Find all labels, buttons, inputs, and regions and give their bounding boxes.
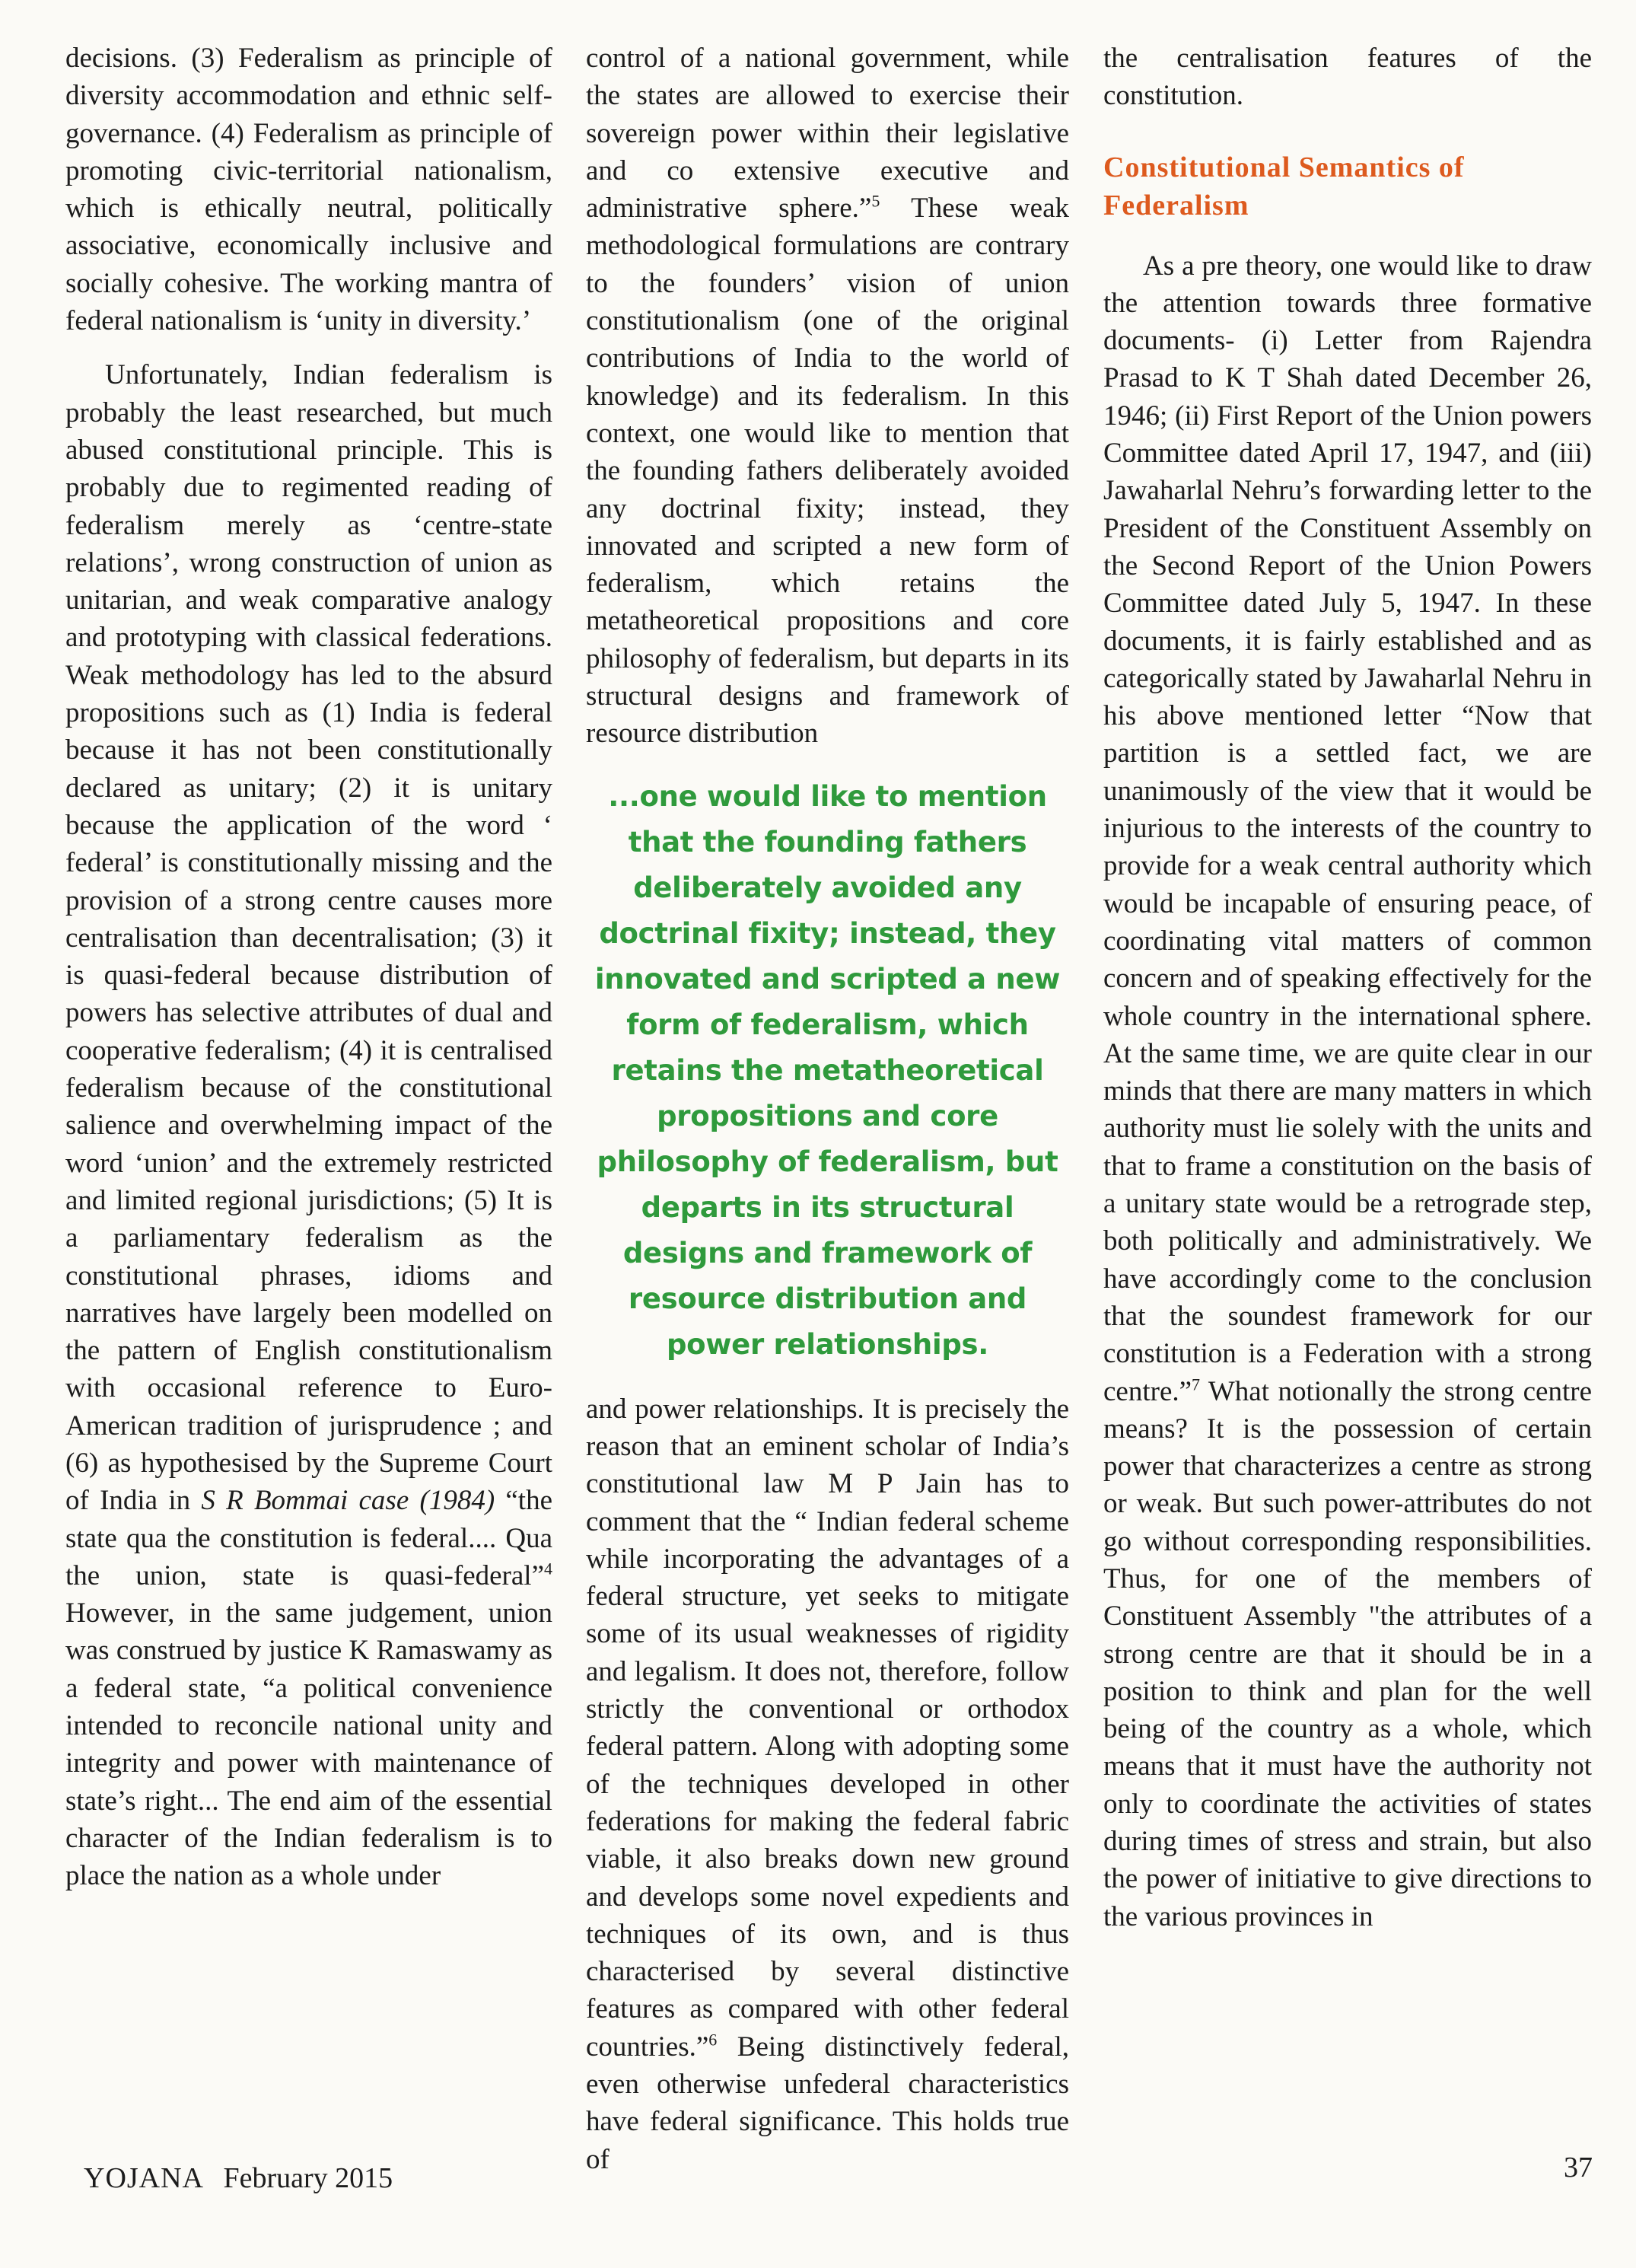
footnote-ref: 5 [871,191,880,211]
footer [84,2161,393,2195]
pull-quote: ...one would like to mention that the founding fathers deliberately avoided any doctrinal fixity; instead, they innovated and scripted a new form of federalism, which retains the metatheoretical propositions and core philosophy of federalism, but departs in its structural designs and framework of resource distribution and power relationships. [594,779,1061,1361]
paragraph: control of a national government, while the states are allowed to exercise their sovereign power within their legislative and co extensive executive and administrative sphere.”$^5$ These weak methodological formulations are contrary to the founders’ vision of union constitutionalism (one of the original contributions of India to the world of knowledge) and its federalism. In this context, one would like to mention that the founding fathers deliberately avoided any doctrinal fixity; instead, they innovated and scripted a new form of federalism, which retains the metatheoretical propositions and core philosophy of federalism, but departs in its structural designs and framework of resource distribution [586,43,1069,750]
case-name: S R Bommai case (1984) [201,1485,495,1517]
footnote-ref: 7 [1192,1374,1201,1394]
column-2 [586,40,1069,2178]
section-heading: Constitutional Semantics of Federalism [1103,151,1465,221]
paragraph: and power relationships. It is precisely the reason that an eminent scholar of India’s constitutional law M P Jain has to comment that the “ Indian federal scheme while incorporating the advantages of a federal structure, yet seeks to mitigate some of its usual weaknesses of rigidity and legalism. It does not, therefore, follow strictly the conventional or orthodox federal pattern. Along with adopting some of the techniques developed in other federations for making the federal fabric viable, it also breaks down new ground and develops some novel expedients and techniques of its own, and is thus characterised by several distinctive features as compared with other federal countries.”$^6$ Being distinctively federal, even otherwise unfederal characteristics have federal significance. This holds true of [586,1393,1069,2175]
footnote-ref: 4 [544,1559,552,1578]
paragraph: As a pre theory, one would like to draw the attention towards three formative documents- (i) Letter from Rajendra Prasad to K T Shah dated December 26, 1946; (ii) First Report of the Union powers Committee dated April 17, 1947, and (iii) Jawaharlal Nehru’s forwarding letter to the President of the Constituent Assembly on the Second Report of the Union Powers Committee dated July 5, 1947. In these documents, it is fairly established and as categorically stated by Jawaharlal Nehru in his above mentioned letter “Now that partition is a settled fact, we are unanimously of the view that it would be injurious to the interests of the country to provide for a weak central authority which would be incapable of ensuring peace, of coordinating vital matters of common concern and of speaking effectively for the whole country in the international sphere. At the same time, we are quite clear in our minds that there are many matters in which authority must lie solely with the units and that to frame a constitution on the basis of a unitary state would be a retrograde step, both politically and administratively. We have accordingly come to the conclusion that the soundest framework for our constitution is a Federation with a strong centre.”$^7$ What notionally the strong centre means? It is the possession of certain power that characterizes a centre as strong or weak. But such power-attributes do not go without corresponding responsibilities. Thus, for one of the members of Constituent Assembly "the attributes of a strong centre are that it should be in a position to think and plan for the well being of the country as a whole, which means that it must have the authority not only to coordinate the activities of states during times of stress and strain, but also the power of initiative to give directions to the various provinces in [1103,250,1592,1932]
column-1 [65,40,552,1895]
magazine-name: YOJANA [84,2162,204,2194]
page-number: 37 [1564,2152,1593,2184]
paragraph: decisions. (3) Federalism as principle of diversity accommodation and ethnic self-governance. (4) Federalism as principle of promoting civic-territorial nationalism, which is ethically neutral, politically associative, economically inclusive and socially cohesive. The working mantra of federal nationalism is ‘unity in diversity.’ [65,43,552,337]
footnote-ref: 6 [708,2030,718,2050]
column-3 [1103,40,1592,1935]
issue-date: February 2015 [223,2162,393,2194]
paragraph: Unfortunately, Indian federalism is probably the least researched, but much abused constitutional principle. This is probably due to regimented reading of federalism merely as ‘centre-state relations’, wrong construction of union as unitarian, and weak comparative analogy and prototyping with classical federations. Weak methodology has led to the absurd propositions such as (1) India is federal because it has not been constitutionally declared as unitary; (2) it is unitary because the application of the word ‘ federal’ is constitutionally missing and the provision of a strong centre causes more centralisation than decentralisation; (3) it is quasi-federal because distribution of powers has selective attributes of dual and cooperative federalism; (4) it is centralised federalism because of the constitutional salience and overwhelming impact of the word ‘union’ and the extremely restricted and limited regional jurisdictions; (5) It is a parliamentary federalism as the constitutional phrases, idioms and narratives have largely been modelled on the pattern of English constitutionalism with occasional reference to Euro-American tradition of jurisprudence ; and (6) as hypothesised by the Supreme Court of India in S R Bommai case (1984) “the state qua the constitution is federal.... Qua the union, state is quasi-federal”$^4$ However, in the same judgement, union was construed by justice K Ramaswamy as a federal state, “a political convenience intended to reconcile national unity and integrity and power with maintenance of state’s right... The end aim of the essential character of the Indian federalism is to place the nation as a whole under [65,359,553,1892]
paragraph: the centralisation features of the constitution. [1103,43,1592,112]
